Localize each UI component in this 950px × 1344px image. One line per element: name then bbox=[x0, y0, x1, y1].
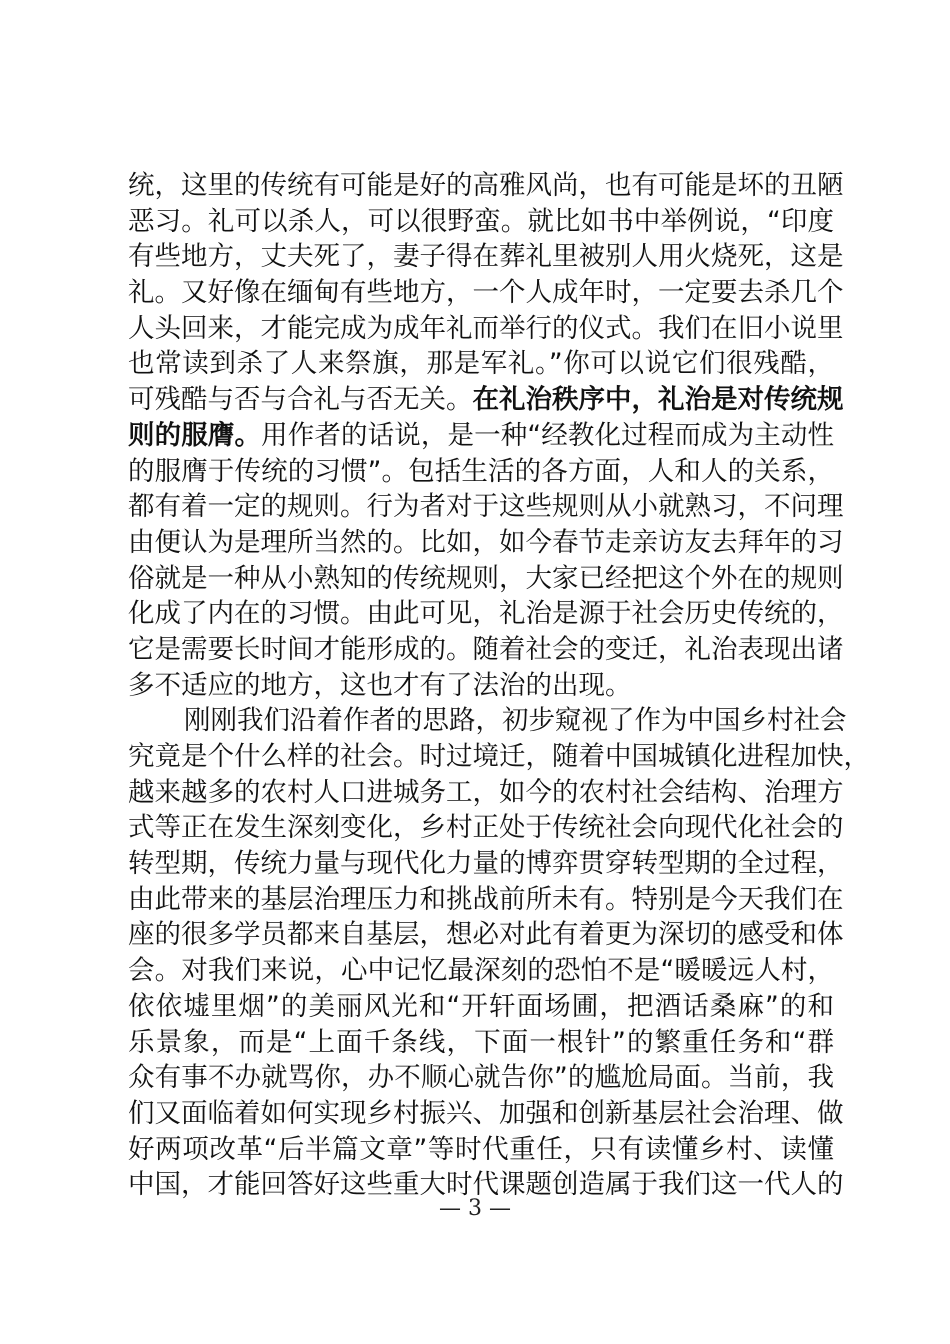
text-line: 有些地方，丈夫死了，妻子得在葬礼里被别人用火烧死，这是 bbox=[128, 241, 844, 273]
text-segment: 可残酷与否与合礼与否无关。 bbox=[128, 384, 473, 416]
text-line: 越来越多的农村人口进城务工，如今的农村社会结构、治理方 bbox=[128, 776, 844, 808]
text-line: 座的很多学员都来自基层，想必对此有着更为深切的感受和体 bbox=[128, 919, 844, 951]
text-line bbox=[128, 418, 834, 454]
text-line: 式等正在发生深刻变化，乡村正处于传统社会向现代化社会的 bbox=[128, 812, 844, 844]
text-line: 乐景象，而是“上面千条线，下面一根针”的繁重任务和“群 bbox=[128, 1026, 834, 1058]
text-line: 们又面临着如何实现乡村振兴、加强和创新基层社会治理、做 bbox=[128, 1097, 844, 1129]
text-line: 统，这里的传统有可能是好的高雅风尚，也有可能是坏的丑陋 bbox=[128, 170, 844, 201]
text-line: 刚刚我们沿着作者的思路，初步窥视了作为中国乡村社会 bbox=[184, 705, 847, 737]
text-line: 由此带来的基层治理压力和挑战前所未有。特别是今天我们在 bbox=[128, 883, 844, 915]
text-line: 好两项改革“后半篇文章”等时代重任，只有读懂乡村、读懂 bbox=[128, 1133, 834, 1165]
text-line: 会。对我们来说，心中记忆最深刻的恐怕不是“暖暖远人村， bbox=[128, 955, 834, 987]
text-line: 的服膺于传统的习惯”。包括生活的各方面，人和人的关系， bbox=[128, 455, 834, 487]
document-body bbox=[128, 168, 870, 1203]
text-line: 恶习。礼可以杀人，可以很野蛮。就比如书中举例说，“印度 bbox=[128, 205, 834, 237]
text-line: 转型期，传统力量与现代化力量的博弈贯穿转型期的全过程， bbox=[128, 848, 844, 880]
page-number: — 3 — bbox=[439, 1196, 511, 1221]
bold-emphasis: 在礼治秩序中，礼治是对传统规 bbox=[472, 384, 844, 416]
text-line: 人头回来，才能完成为成年礼而举行的仪式。我们在旧小说里 bbox=[128, 312, 844, 344]
text-line: 依依墟里烟”的美丽风光和“开轩面场圃，把酒话桑麻”的和 bbox=[128, 990, 834, 1022]
text-line: 多不适应的地方，这也才有了法治的出现。 bbox=[128, 669, 632, 701]
text-line: 都有着一定的规则。行为者对于这些规则从小就熟习，不问理 bbox=[128, 491, 844, 523]
text-line: 究竟是个什么样的社会。时过境迁，随着中国城镇化进程加快， bbox=[128, 741, 870, 772]
text-line: 俗就是一种从小熟知的传统规则，大家已经把这个外在的规则 bbox=[128, 562, 844, 594]
text-line: 由便认为是理所当然的。比如，如今春节走亲访友去拜年的习 bbox=[128, 526, 844, 558]
text-line: 礼。又好像在缅甸有些地方，一个人成年时，一定要去杀几个 bbox=[128, 277, 844, 309]
text-line: 它是需要长时间才能形成的。随着社会的变迁，礼治表现出诸 bbox=[128, 633, 844, 665]
text-line: 中国，才能回答好这些重大时代课题创造属于我们这一代人的 bbox=[128, 1169, 844, 1201]
bold-emphasis: 则的服膺。 bbox=[128, 419, 262, 451]
text-line: 化成了内在的习惯。由此可见，礼治是源于社会历史传统的， bbox=[128, 598, 844, 630]
text-line bbox=[128, 382, 844, 418]
text-line: 也常读到杀了人来祭旗，那是军礼。”你可以说它们很残酷， bbox=[128, 348, 834, 380]
text-segment: 用作者的话说，是一种“经教化过程而成为主动性 bbox=[261, 419, 835, 451]
text-line: 众有事不办就骂你，办不顺心就告你”的尴尬局面。当前，我 bbox=[128, 1062, 834, 1094]
paragraph-2 bbox=[128, 703, 870, 1203]
paragraph-1 bbox=[128, 168, 844, 703]
